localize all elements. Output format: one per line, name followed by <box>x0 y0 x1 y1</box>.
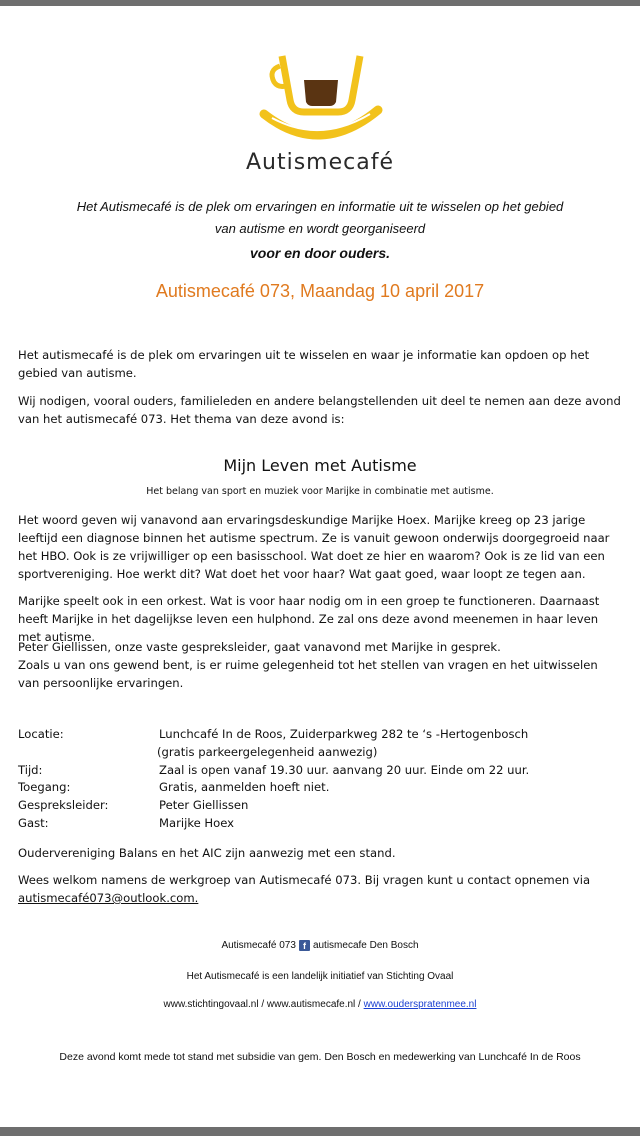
footer-social <box>0 940 640 951</box>
footer-cafe-name: Autismecafé 073 <box>221 940 296 951</box>
bold-tagline: voor en door ouders. <box>249 245 390 261</box>
facebook-icon[interactable]: f <box>299 940 310 951</box>
welcome-note <box>18 871 622 907</box>
footer-links <box>0 999 640 1010</box>
email-link[interactable]: autismecafé073@outlook.com. <box>18 891 199 905</box>
logo-text: Autismecafé <box>245 150 395 175</box>
label-gast: Gast: <box>18 816 49 830</box>
intro-text <box>0 196 640 240</box>
value-gespreksleider: Peter Giellissen <box>159 798 249 812</box>
paragraph-intro: Het autismecafé is de plek om ervaringen uit te wisselen en waar je informatie kan opdoen op het gebied van autisme. <box>18 348 590 380</box>
stand-note: Oudervereniging Balans en het AIC zijn aanwezig met een stand. <box>18 846 396 860</box>
host-line: Peter Giellissen, onze vaste gespreksleider, gaat vanavond met Marijke in gesprek. <box>18 640 501 654</box>
theme-title: Mijn Leven met Autisme <box>223 456 417 475</box>
value-locatie: Lunchcafé In de Roos, Zuiderparkweg 282 te ‘s -Hertogenbosch <box>159 727 529 741</box>
footer-initiative: Het Autismecafé is een landelijk initiatief van Stichting Ovaal <box>186 971 454 982</box>
bottom-border <box>0 1127 640 1136</box>
theme-subtitle: Het belang van sport en muziek voor Marijke in combinatie met autisme. <box>146 486 494 497</box>
questions-line: Zoals u van ons gewend bent, is er ruime gelegenheid tot het stellen van vragen en het uitwisselen van persoonlijke ervaringen. <box>18 658 598 690</box>
paragraph-host <box>18 638 622 692</box>
footer-subsidy: Deze avond komt mede tot stand met subsidie van gem. Den Bosch en medewerking van Lunchcafé In de Roos <box>59 1051 581 1063</box>
paragraph-invite: Wij nodigen, vooral ouders, familieleden en andere belangstellenden uit deel te nemen aan deze avond van het autismecafé 073. Het thema van deze avond is: <box>18 394 621 426</box>
value-parking: (gratis parkeergelegenheid aanwezig) <box>157 745 378 759</box>
intro-line-1: Het Autismecafé is de plek om ervaringen en informatie uit te wisselen op het gebied <box>76 199 564 214</box>
value-gast: Marijke Hoex <box>159 816 235 830</box>
footer-facebook-name: autismecafe Den Bosch <box>312 940 419 951</box>
welcome-line: Wees welkom namens de werkgroep van Autismecafé 073. Bij vragen kunt u contact opnemen via <box>18 873 591 887</box>
label-gespreksleider: Gespreksleider: <box>18 798 109 812</box>
label-locatie: Locatie: <box>18 727 64 741</box>
ouderspratenmee-link[interactable]: www.ouderspratenmee.nl <box>363 999 477 1010</box>
paragraph-orchestra: Marijke speelt ook in een orkest. Wat is voor haar nodig om in een groep te functioneren. Daarnaast heeft Marijke in het dagelijkse leven een hulphond. Ze zal ons deze avond meenemen in haar leven met autisme. <box>18 594 600 644</box>
intro-line-2: van autisme en wordt georganiseerd <box>214 221 426 236</box>
label-toegang: Toegang: <box>18 780 71 794</box>
top-border <box>0 0 640 6</box>
footer-links-plain: www.stichtingovaal.nl / www.autismecafe.nl / <box>163 999 361 1010</box>
paragraph-speaker: Het woord geven wij vanavond aan ervaringsdeskundige Marijke Hoex. Marijke kreeg op 23 jarige leeftijd een diagnose binnen het autisme spectrum. Ze is vanuit gewoon onderwijs doorgegroeid naar het HBO. Ook is ze vrijwilliger op een basisschool. Wat doet ze hier en waarom? Ook is ze lid van een sportvereniging. Hoe werkt dit? Wat doet het voor haar? Wat gaat goed, waar loopt ze tegen aan. <box>18 513 610 581</box>
label-tijd: Tijd: <box>18 763 43 777</box>
event-title: Autismecafé 073, Maandag 10 april 2017 <box>155 281 485 301</box>
value-toegang: Gratis, aanmelden hoeft niet. <box>159 780 330 794</box>
value-tijd: Zaal is open vanaf 19.30 uur. aanvang 20 uur. Einde om 22 uur. <box>159 763 530 777</box>
